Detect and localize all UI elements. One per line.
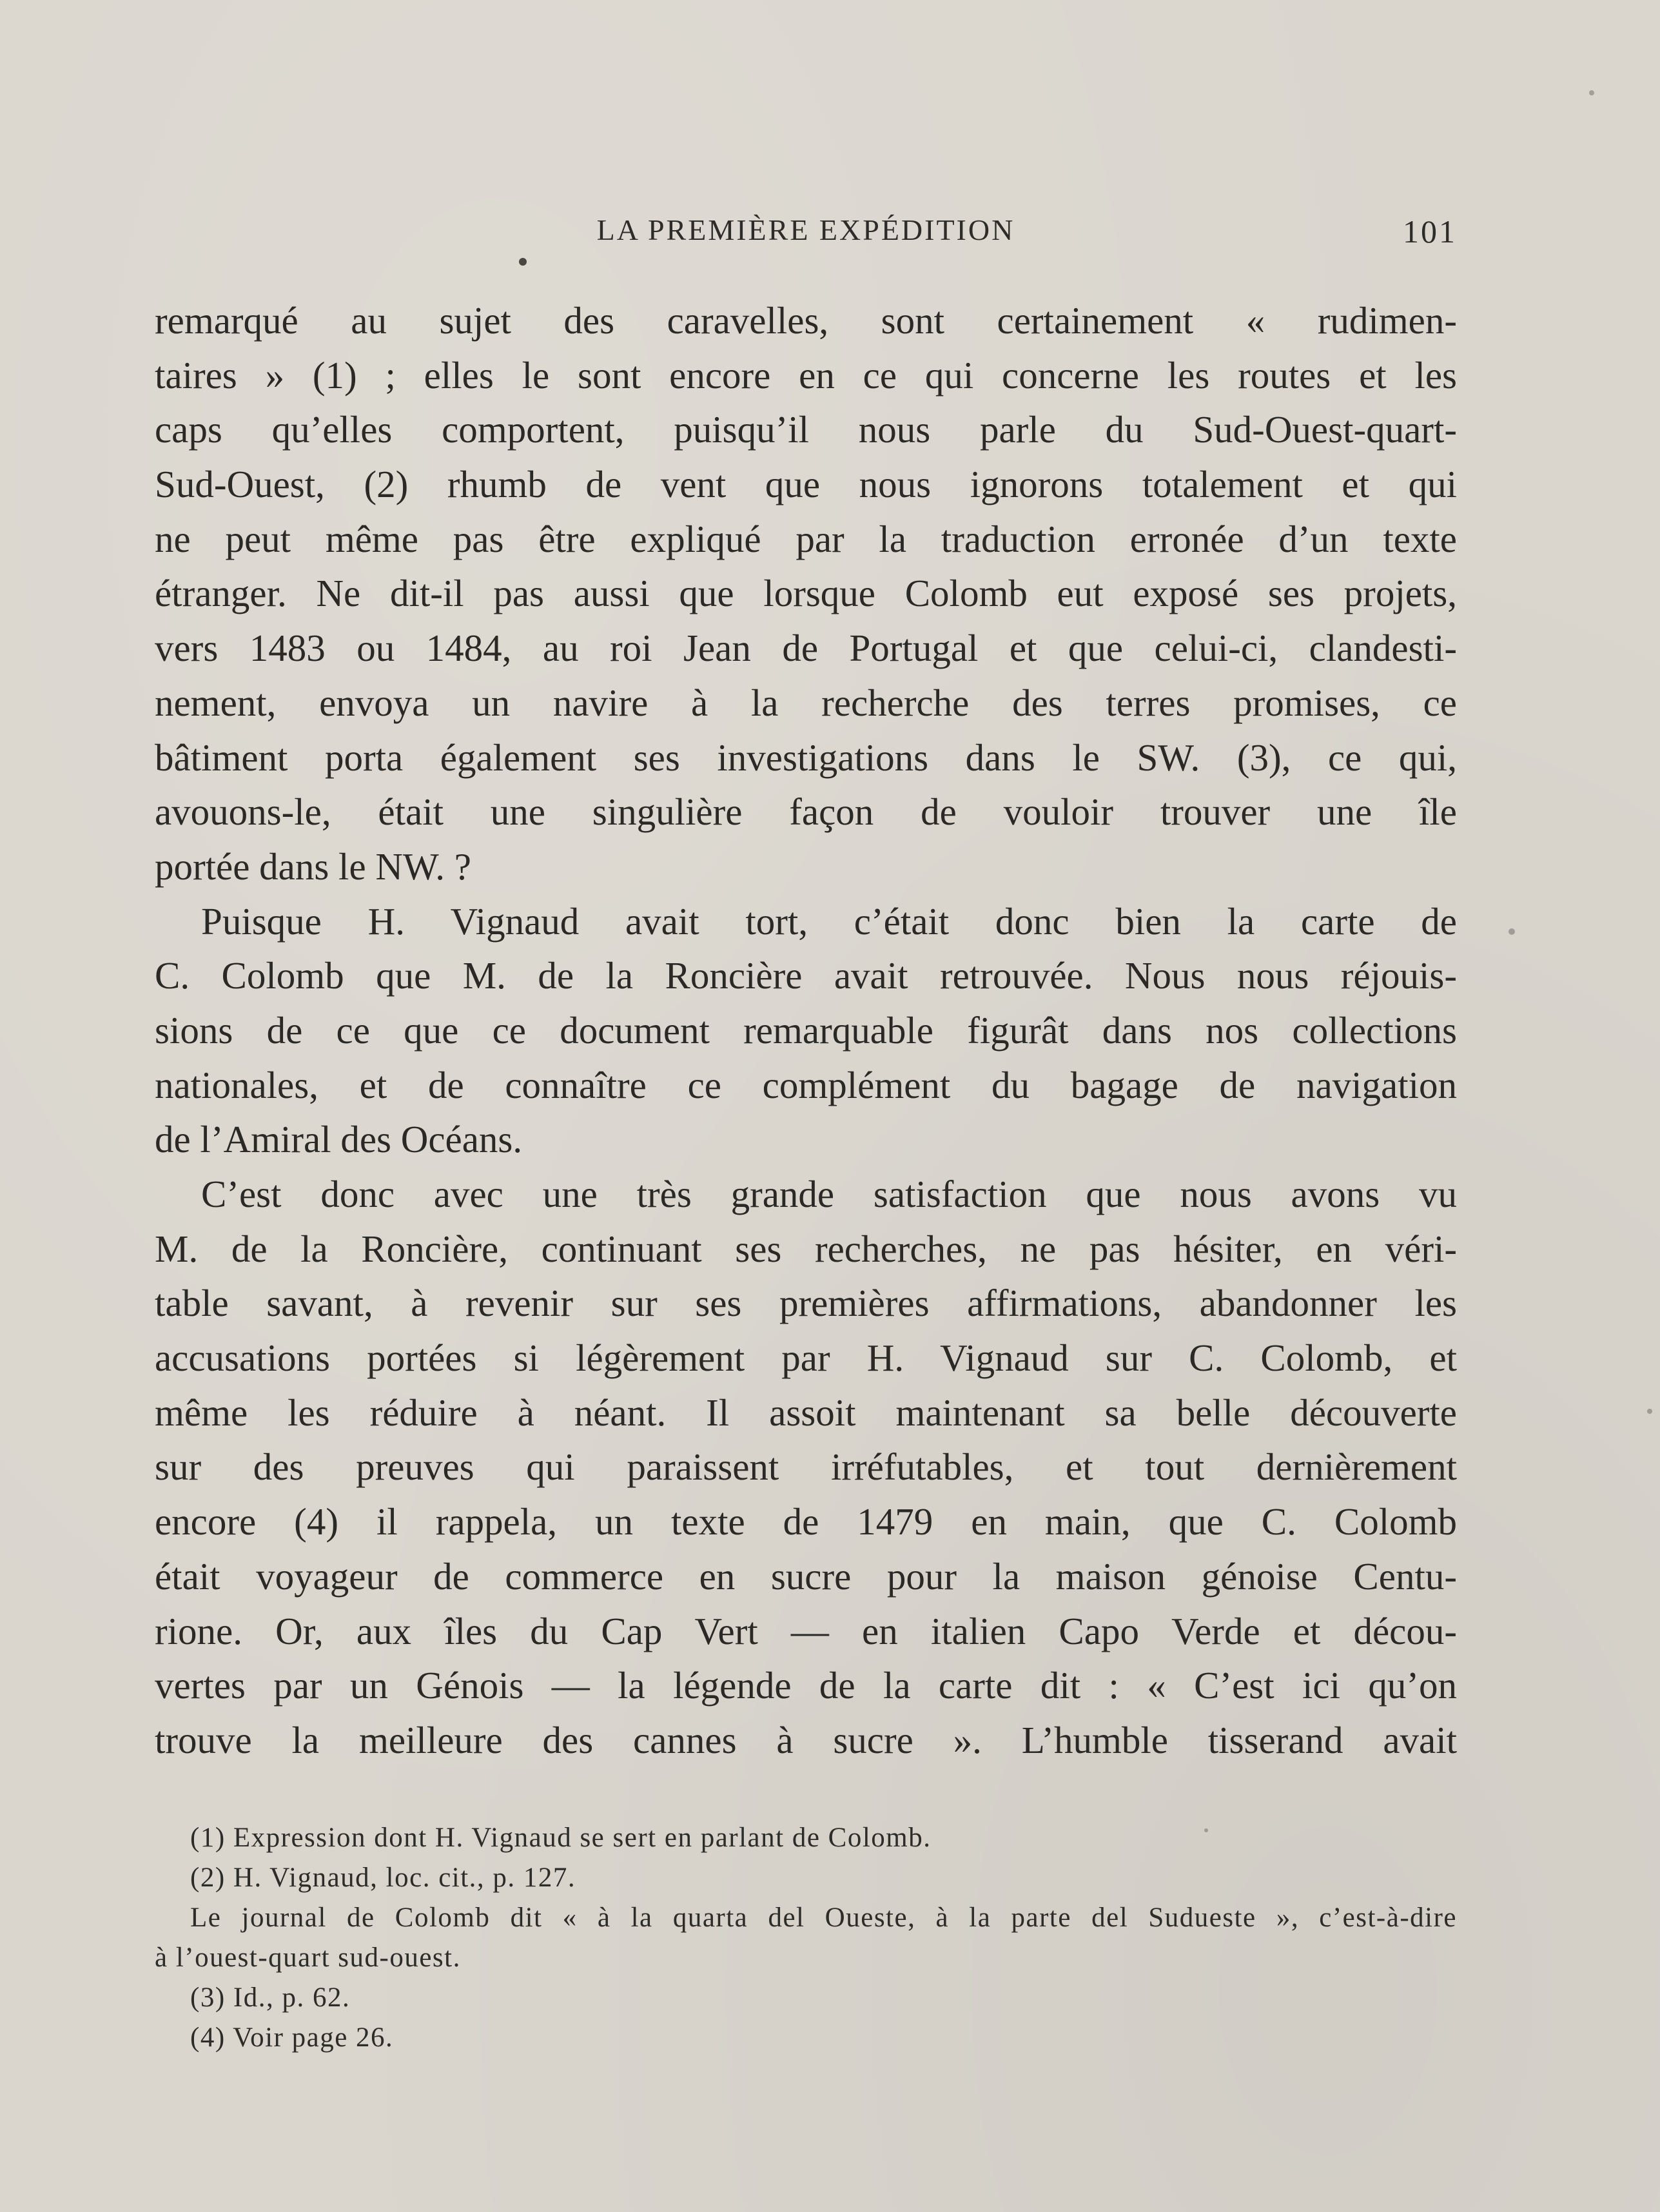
body-text — [155, 293, 1457, 1768]
text-line: table savant, à revenir sur ses premières affirmations, abandonner les — [155, 1282, 1457, 1325]
footnote: à l’ouest-quart sud-ouest. — [155, 1943, 461, 1973]
text-line: accusations portées si légèrement par H. Vignaud sur C. Colomb, et — [155, 1336, 1457, 1380]
paper-speck — [1204, 1828, 1208, 1832]
text-line: Sud-Ouest, (2) rhumb de vent que nous ignorons totalement et qui — [155, 463, 1457, 506]
text-line: M. de la Roncière, continuant ses recherches, ne pas hésiter, en véri- — [155, 1227, 1457, 1270]
text-line: Puisque H. Vignaud avait tort, c’était donc bien la carte de — [201, 899, 1457, 943]
text-line: remarqué au sujet des caravelles, sont certainement « rudimen- — [155, 299, 1457, 342]
footnote: (3) Id., p. 62. — [190, 1982, 351, 2013]
text-line: vers 1483 ou 1484, au roi Jean de Portugal et que celui-ci, clandesti- — [155, 627, 1457, 670]
page-header — [155, 213, 1457, 258]
paper-speck — [1647, 1409, 1652, 1414]
text-line: trouve la meilleure des cannes à sucre ». L’humble tisserand avait — [155, 1718, 1457, 1761]
text-line: sions de ce que ce document remarquable figurât dans nos collections — [155, 1008, 1457, 1052]
text-line: de l’Amiral des Océans. — [155, 1118, 523, 1161]
text-line: taires » (1) ; elles le sont encore en ce qui concerne les routes et les — [155, 353, 1457, 396]
text-line: C. Colomb que M. de la Roncière avait retrouvée. Nous nous réjouis- — [155, 954, 1457, 997]
paper-speck — [1589, 90, 1594, 95]
text-line: nement, envoya un navire à la recherche des terres promises, ce — [155, 681, 1457, 724]
text-line: était voyageur de commerce en sucre pour la maison génoise Centu- — [155, 1554, 1457, 1598]
text-line: ne peut même pas être expliqué par la traduction erronée d’un texte — [155, 517, 1457, 560]
text-line: encore (4) il rappela, un texte de 1479 en main, que C. Colomb — [155, 1500, 1457, 1543]
text-line: C’est donc avec une très grande satisfaction que nous avons vu — [201, 1173, 1457, 1215]
text-line: portée dans le NW. ? — [155, 845, 471, 888]
text-line: étranger. Ne dit-il pas aussi que lorsque Colomb eut exposé ses projets, — [155, 572, 1457, 615]
footnote: Le journal de Colomb dit « à la quarta del Oueste, à la parte del Sudueste », c’est-à-dire — [190, 1903, 1457, 1933]
footnote: (4) Voir page 26. — [190, 2022, 394, 2053]
paper-speck — [1509, 928, 1515, 935]
running-title: LA PREMIÈRE EXPÉDITION — [596, 213, 1015, 246]
text-line: rione. Or, aux îles du Cap Vert — en italien Capo Verde et décou- — [155, 1609, 1457, 1652]
paragraph — [155, 894, 1457, 1167]
ink-dot — [519, 258, 527, 266]
text-line: vertes par un Génois — la légende de la carte dit : « C’est ici qu’on — [155, 1664, 1457, 1707]
footnotes — [155, 1818, 1457, 2058]
paragraph — [155, 293, 1457, 894]
text-line: bâtiment porta également ses investigations dans le SW. (3), ce qui, — [155, 736, 1457, 779]
paragraph — [155, 1167, 1457, 1768]
page-number: 101 — [1403, 213, 1457, 250]
text-line: sur des preuves qui paraissent irréfutables, et tout dernièrement — [155, 1445, 1457, 1489]
text-line: nationales, et de connaître ce complément du bagage de navigation — [155, 1063, 1457, 1106]
footnote: (2) H. Vignaud, loc. cit., p. 127. — [190, 1863, 576, 1893]
text-line: avouons-le, était une singulière façon de vouloir trouver une île — [155, 790, 1457, 834]
text-line: même les réduire à néant. Il assoit maintenant sa belle découverte — [155, 1391, 1457, 1434]
text-line: caps qu’elles comportent, puisqu’il nous parle du Sud-Ouest-quart- — [155, 408, 1457, 451]
footnote: (1) Expression dont H. Vignaud se sert en parlant de Colomb. — [190, 1823, 932, 1853]
